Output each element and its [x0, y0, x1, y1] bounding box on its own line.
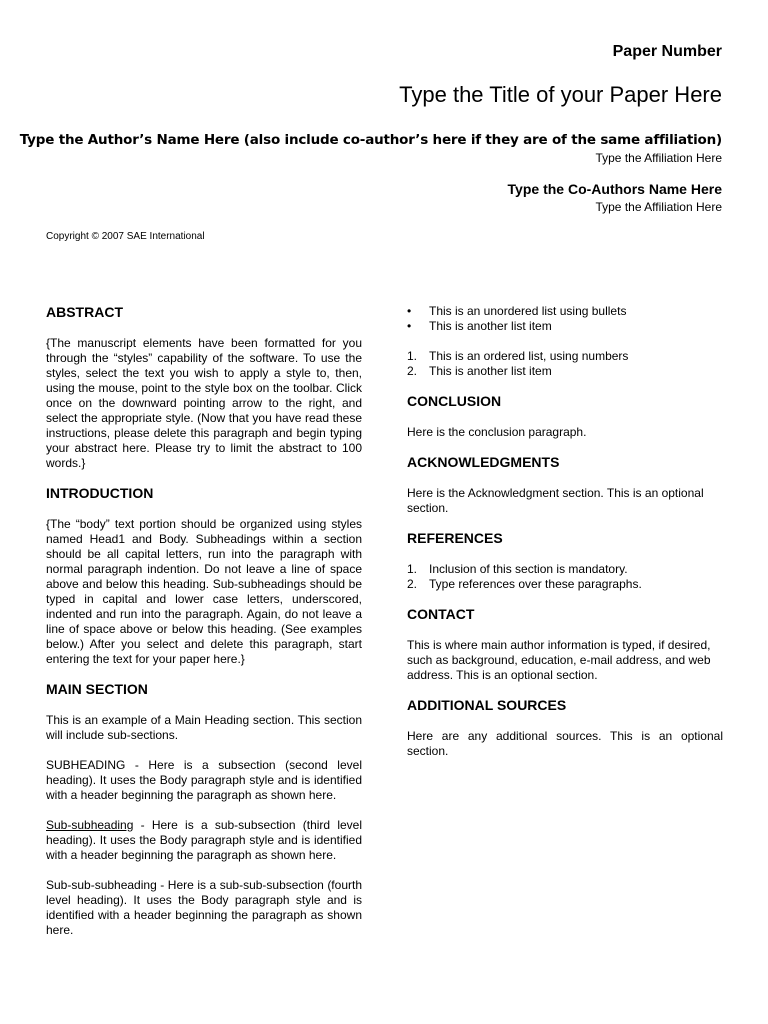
conclusion-paragraph: Here is the conclusion paragraph. — [407, 425, 587, 439]
acknowledgments-heading: ACKNOWLEDGMENTS — [407, 454, 560, 470]
contact-heading: CONTACT — [407, 606, 475, 622]
list-item — [407, 319, 723, 334]
list-item-text: This is an unordered list using bullets — [429, 304, 627, 318]
references-list — [407, 562, 723, 592]
list-item-text: This is another list item — [429, 364, 552, 378]
bullet-marker: • — [407, 319, 412, 333]
paper-title: Type the Title of your Paper Here — [399, 82, 722, 107]
additional-sources-paragraph: Here are any additional sources. This is an optional section. — [407, 729, 723, 758]
right-column — [407, 304, 723, 759]
paper-number: Paper Number — [612, 43, 722, 60]
subheading-paragraph — [46, 758, 362, 803]
number-marker: 2. — [407, 577, 418, 591]
list-item-text: This is an ordered list, using numbers — [429, 349, 629, 363]
sub-sub-subheading-label: Sub-sub-subheading — [46, 878, 157, 892]
copyright-notice: Copyright © 2007 SAE International — [46, 231, 205, 242]
main-section-heading: MAIN SECTION — [46, 681, 148, 697]
abstract-paragraph: {The manuscript elements have been formatted for you through the “styles” capability of the software. To use the styles, select the text you wish to apply a style to, then, using the mouse, point to the style box on the toolbar. Click once on the downward pointing arrow to the right, and select the appropriate style. (Now that you have read these instructions, please delete this paragraph and begin typing your abstract here. Please try to limit the abstract to 100 words.} — [46, 336, 362, 470]
number-marker: 2. — [407, 364, 418, 378]
reference-text: Type references over these paragraphs. — [429, 577, 642, 591]
reference-text: Inclusion of this section is mandatory. — [429, 562, 628, 576]
additional-sources-heading: ADDITIONAL SOURCES — [407, 697, 567, 713]
acknowledgments-paragraph: Here is the Acknowledgment section. This is an optional section. — [407, 486, 704, 515]
subheading-text: - Here is a subsection (second level heading). It uses the Body paragraph style and is identified with a header beginning the paragraph as shown here. — [46, 758, 362, 802]
list-item — [407, 304, 723, 319]
coauthor-affiliation: Type the Affiliation Here — [595, 200, 722, 214]
ordered-list — [407, 349, 723, 379]
reference-item — [407, 562, 723, 577]
sub-subheading-paragraph — [46, 818, 362, 863]
sub-subheading-text: - Here is a sub-subsection (third level heading). It uses the Body paragraph style and is identified with a header beginning the paragraph as shown here. — [46, 818, 362, 862]
subheading-label: SUBHEADING — [46, 758, 126, 772]
number-marker: 1. — [407, 562, 418, 576]
author-names: Type the Author’s Name Here (also include co-author’s here if they are of the same affiliation) — [19, 132, 722, 148]
sub-sub-subheading-paragraph — [46, 878, 362, 938]
main-section-paragraph: This is an example of a Main Heading section. This section will include sub-sections. — [46, 713, 362, 742]
abstract-heading: ABSTRACT — [46, 304, 123, 320]
sub-subheading-label: Sub-subheading — [46, 818, 134, 832]
unordered-list — [407, 304, 723, 334]
sub-sub-subheading-text: - Here is a sub-sub-subsection (fourth level heading). It uses the Body paragraph style and is identified with a header beginning the paragraph as shown here. — [46, 878, 362, 937]
reference-item — [407, 577, 723, 592]
conclusion-heading: CONCLUSION — [407, 393, 502, 409]
references-heading: REFERENCES — [407, 530, 503, 546]
author-affiliation: Type the Affiliation Here — [595, 151, 722, 165]
introduction-heading: INTRODUCTION — [46, 485, 154, 501]
list-item — [407, 349, 723, 364]
list-item — [407, 364, 723, 379]
bullet-marker: • — [407, 304, 412, 318]
number-marker: 1. — [407, 349, 418, 363]
contact-paragraph: This is where main author information is typed, if desired, such as background, education, e-mail address, and web address. This is an optional section. — [407, 638, 711, 682]
coauthor-names: Type the Co-Authors Name Here — [507, 181, 722, 197]
list-item-text: This is another list item — [429, 319, 552, 333]
introduction-paragraph: {The “body” text portion should be organized using styles named Head1 and Body. Subheadings within a section should be all capital letters, run into the paragraph with normal paragraph indention. Do not leave a line of space above and below this heading. Sub-subheadings should be typed in capital and lower case letters, underscored, indented and run into the paragraph. Again, do not leave a line of space above or below this heading. (See examples below.) After you select and delete this paragraph, start entering the text for your paper here.} — [46, 517, 362, 666]
left-column — [46, 304, 362, 938]
